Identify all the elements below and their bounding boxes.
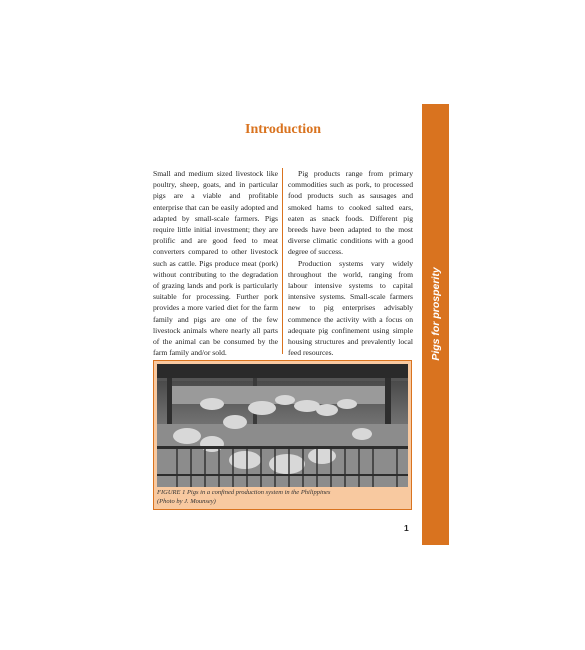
left-paragraph-1: Small and medium sized livestock like poultry, sheep, goats, and in particular pigs are a viable and profitable enterprise that can be easily adopted and adapted by small-scale farmers. Pigs require little initial investment; they are prolific and are good feed to meat converters compared to other livestock such as cattle. Pigs produce meat (pork) without contributing to the degradation of grazing lands and pork is particularly suitable for processing. Further pork provides a more varied diet for the farm family and pigs are one of the few livestock animals where nearly all parts of the animal can be consumed by the farm family and/or sold. — [153, 169, 278, 358]
right-paragraph-2: Production systems vary widely throughout the world, ranging from labour intensive systems to capital intensive systems. Small-scale farmers new to pig enterprises advisably commence the activity with a focus on adequate pig confinement using simple housing structures and prevalently local feed resources. — [288, 258, 413, 358]
side-tab — [422, 104, 449, 545]
page-number: 1 — [404, 523, 409, 533]
right-paragraph-1: Pig products range from primary commodities such as pork, to processed food products such as sausages and smoked hams to cooked salted ears, eaten as snack foods. Different pig breeds have been adapted to the most diverse climatic conditions with a good degree of success. — [288, 169, 413, 257]
figure-caption — [157, 489, 408, 506]
caption-credit: (Photo by J. Mounsey) — [157, 497, 216, 505]
page-title: Introduction — [245, 122, 321, 137]
pig-photo — [157, 364, 408, 487]
side-tab-label: Pigs for prosperity — [429, 267, 442, 361]
figure-box — [153, 360, 412, 510]
right-column — [288, 168, 413, 358]
pig-pen-image — [157, 364, 408, 487]
left-column — [153, 168, 278, 358]
caption-title: FIGURE 1 Pigs in a confined production system in the Philippines — [157, 489, 331, 496]
column-divider — [282, 168, 283, 354]
